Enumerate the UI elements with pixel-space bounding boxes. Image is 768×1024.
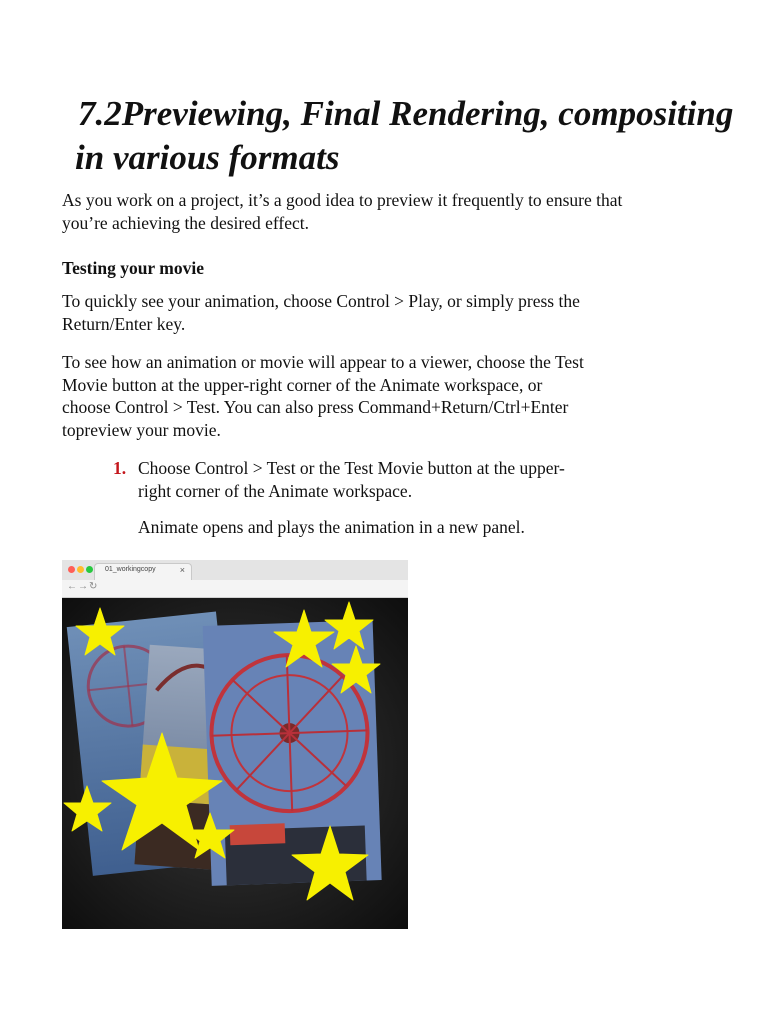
intro-line-1: As you work on a project, it’s a good idea to preview it frequently to ensure that: [62, 190, 623, 210]
intro-paragraph: [62, 189, 702, 234]
step-number: 1.: [113, 458, 127, 478]
test-line-1: To see how an animation or movie will appear to a viewer, choose the Test: [62, 352, 584, 372]
minimize-window-dot[interactable]: [77, 566, 84, 573]
animation-stage: [62, 598, 408, 929]
browser-toolbar: [62, 580, 408, 598]
test-line-2: Movie button at the upper-right corner of the Animate workspace, or: [62, 374, 543, 395]
test-line-4: topreview your movie.: [62, 419, 221, 440]
arrow-left-icon[interactable]: ←: [67, 581, 77, 592]
browser-tab[interactable]: [94, 563, 192, 581]
page-title: [75, 92, 755, 180]
section-heading: Testing your movie: [62, 258, 204, 278]
title-line-2: in various formats: [75, 138, 340, 177]
browser-tab-label: 01_workingcopy: [105, 566, 156, 573]
zoom-window-dot[interactable]: [86, 566, 93, 573]
step-line-2: right corner of the Animate workspace.: [138, 480, 413, 501]
play-line-1: To quickly see your animation, choose Control > Play, or simply press the: [62, 291, 580, 311]
step-line-1: Choose Control > Test or the Test Movie button at the upper-: [138, 458, 565, 478]
reload-icon[interactable]: ↻: [89, 581, 98, 592]
test-paragraph: [62, 351, 702, 441]
play-paragraph: [62, 290, 702, 335]
browser-titlebar: [62, 560, 408, 581]
animation-preview-screenshot: [62, 560, 408, 929]
arrow-right-icon[interactable]: →: [78, 581, 88, 592]
step-note: Animate opens and plays the animation in a new panel.: [138, 517, 525, 537]
test-line-3: choose Control > Test. You can also press Command+Return/Ctrl+Enter: [62, 397, 569, 417]
step-text: [138, 457, 633, 502]
step-1: [113, 457, 633, 502]
intro-line-2: you’re achieving the desired effect.: [62, 212, 309, 233]
play-line-2: Return/Enter key.: [62, 313, 186, 334]
title-line-1: 7.2Previewing, Final Rendering, compositing: [78, 94, 734, 133]
close-window-dot[interactable]: [68, 566, 75, 573]
tab-close-icon[interactable]: ×: [179, 565, 185, 575]
